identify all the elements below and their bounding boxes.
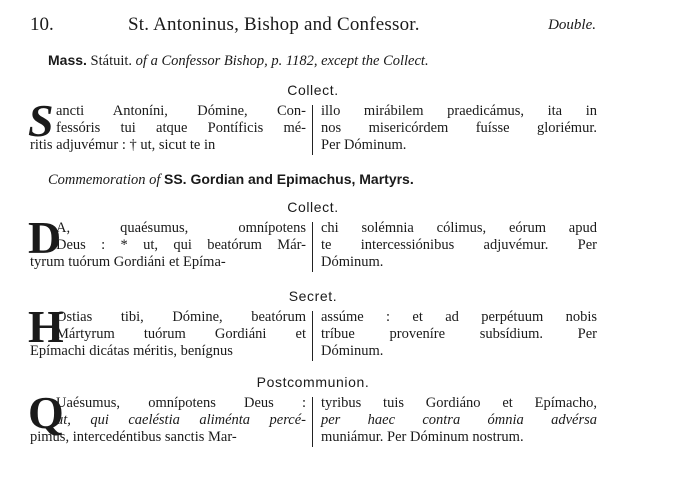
commemoration-rubric	[48, 171, 414, 189]
prayer-line: tyrum tuórum Gordiáni et Epíma-	[30, 254, 226, 270]
commemoration-saints: SS. Gordian and Epimachus, Martyrs.	[164, 171, 414, 187]
column-divider	[312, 311, 313, 361]
section-heading-collect: Collect.	[287, 199, 339, 215]
prayer-line: Per Dóminum.	[321, 137, 407, 153]
dropcap-letter: Q	[28, 387, 64, 438]
prayer-left-column	[28, 301, 306, 365]
section-heading-secret: Secret.	[288, 288, 338, 304]
prayer-line: Dóminum.	[321, 343, 384, 359]
prayer-right-column	[321, 395, 597, 451]
prayer-line: fessóris tui atque Pontíficis mé-	[56, 120, 306, 136]
feast-rank: Double.	[548, 17, 596, 33]
prayer-line: tríbue proveníre subsídium. Per	[321, 326, 597, 342]
section-heading-collect: Collect.	[287, 82, 339, 98]
prayer-line: per haec contra ómnia advérsa	[321, 412, 597, 428]
prayer-line: te intercessiónibus adjuvémur. Per	[321, 237, 597, 253]
dropcap-letter: D	[28, 212, 62, 263]
column-divider	[312, 397, 313, 447]
prayer-line: Epímachi dicátas méritis, benígnus	[30, 343, 233, 359]
prayer-line: ritis adjuvémur : † ut, sicut te in	[30, 137, 216, 153]
prayer-line: Ostias tibi, Dómine, beatórum	[56, 309, 306, 325]
prayer-line: muniámur. Per Dóminum nostrum.	[321, 429, 524, 445]
column-divider	[312, 105, 313, 155]
prayer-line: illo mirábilem praedicámus, ita in	[321, 103, 597, 119]
prayer-line: pimus, intercedéntibus sanctis Mar-	[30, 429, 237, 445]
mass-label: Mass.	[48, 52, 87, 68]
prayer-right-column	[321, 103, 597, 159]
mass-introit: Státuit.	[90, 53, 133, 69]
commemoration-label: Commemoration of	[48, 172, 161, 188]
prayer-right-column	[321, 309, 597, 365]
section-heading-postcommunion: Postcommunion.	[256, 374, 370, 390]
prayer-line: nos misericórdem fuísse gloriémur.	[321, 120, 597, 136]
prayer-line: ut, qui caeléstia aliménta percé-	[56, 412, 306, 428]
prayer-line: tyribus tuis Gordiáno et Epímacho,	[321, 395, 597, 411]
mass-rubric-rest: of a Confessor Bishop, p. 1182, except the Collect.	[135, 53, 429, 69]
prayer-collect-antoninus	[28, 95, 597, 159]
prayer-line: A, quaésumus, omnípotens	[56, 220, 306, 236]
prayer-line: chi solémnia cólimus, eórum apud	[321, 220, 597, 236]
feast-number: 10.	[30, 14, 54, 35]
prayer-line: ancti Antoníni, Dómine, Con-	[56, 103, 306, 119]
prayer-left-column	[28, 212, 306, 276]
prayer-line: Deus : * ut, qui beatórum Már-	[56, 237, 306, 253]
prayer-right-column	[321, 220, 597, 276]
prayer-line: assúme : et ad perpétuum nobis	[321, 309, 597, 325]
prayer-line: Dóminum.	[321, 254, 384, 270]
prayer-postcommunion	[28, 387, 597, 451]
prayer-line: Uaésumus, omnípotens Deus :	[56, 395, 306, 411]
prayer-collect-gordian	[28, 212, 597, 276]
feast-title: St. Antoninus, Bishop and Confessor.	[128, 14, 420, 35]
prayer-line: Mártyrum tuórum Gordiáni et	[56, 326, 306, 342]
prayer-left-column	[28, 95, 306, 159]
dropcap-letter: H	[28, 301, 64, 352]
prayer-secret	[28, 301, 597, 365]
prayer-left-column	[28, 387, 306, 451]
feast-header	[30, 14, 596, 40]
dropcap-letter: S	[28, 95, 54, 146]
column-divider	[312, 222, 313, 272]
mass-rubric	[48, 52, 429, 70]
